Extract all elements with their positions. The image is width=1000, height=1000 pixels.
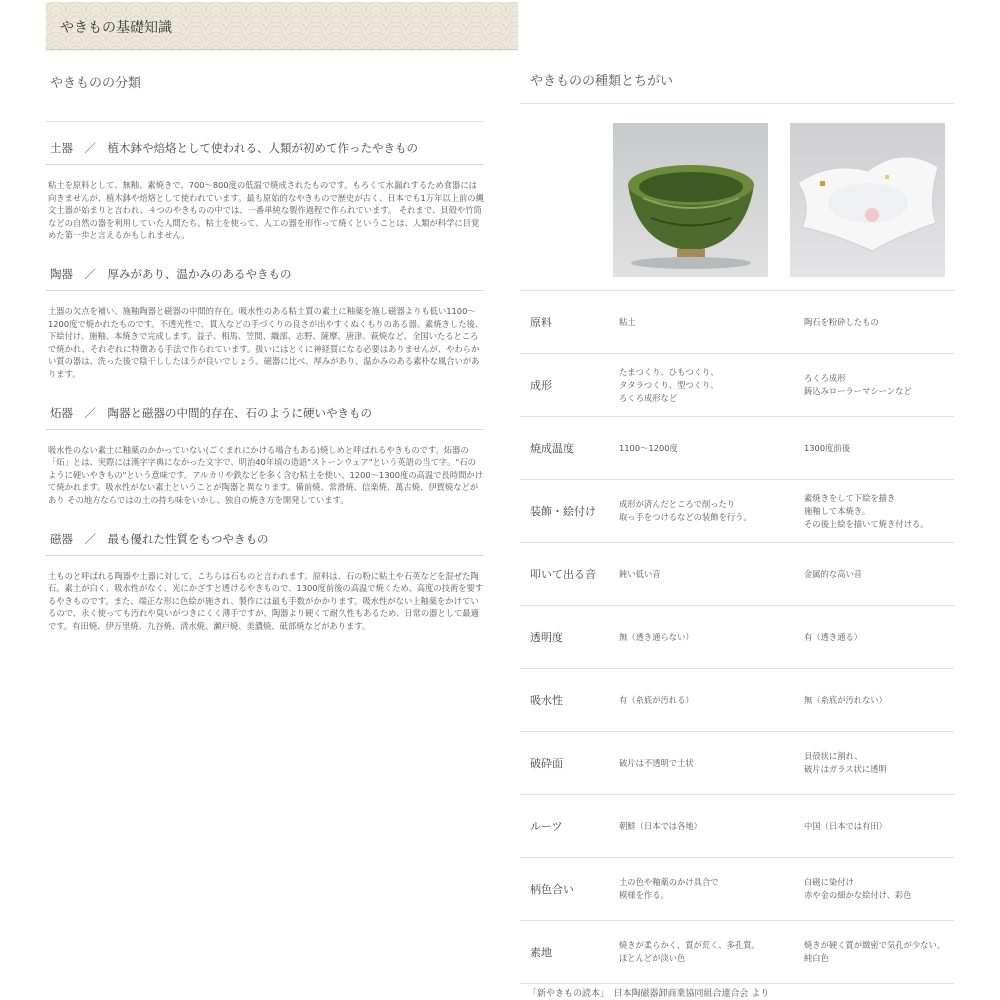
section-heading: 土器 ／ 植木鉢や焙烙として使われる、人類が初めて作ったやきもの <box>50 141 418 155</box>
row-label: 素地 <box>520 921 611 984</box>
porcelain-value: 金属的な高い音 <box>798 543 954 606</box>
porcelain-plate-photo <box>790 123 945 277</box>
row-label: 原料 <box>520 291 611 354</box>
table-row <box>520 354 954 417</box>
porcelain-value: 素焼きをして下絵を描き 施釉して本焼き。 その後上絵を描いて焼き付ける。 <box>798 480 954 543</box>
porcelain-value: 有（透き通る） <box>798 606 954 669</box>
section-heading: 陶器 ／ 厚みがあり、温かみのあるやきもの <box>50 266 292 281</box>
section-body: 土ものと呼ばれる陶器や土器に対して、こちらは石ものと言われます。原料は、石の粉に粘土や石英などを混ぜた陶石。素土が白く、吸水性がなく、光にかざすと透けるやきもので、1300度前後の高温で焼くため、高度の技術を要するやきものです。また、端正な形に色絵が施され、製作には最も手数がかかります。吸水性がない上釉薬をかけているので、永く使っても汚れや臭いがつきにくく薄手ですが、陶器より硬くて耐久性もあるため、日常の器として最適です。有田焼、伊万里焼、九谷焼、清水焼、瀬戸焼、美濃焼、砥部焼などがあります。 <box>48 570 484 631</box>
section-touki <box>46 266 484 381</box>
row-label: 成形 <box>520 354 611 417</box>
comparison-title: やきものの種類とちがい <box>530 74 674 89</box>
table-row <box>520 291 954 354</box>
section-body: 粘土を原料として、無釉、素焼きで、700〜800度の低温で焼成されたものです。もろくて水漏れするため食器には向きませんが、植木鉢や焙烙として使われています。最も原始的なやきもので歴史が古く、日本でも1万年以上前の縄文土器が始まりと言われ、４つのやきものの中では、一番単純な製作過程で作られています。 それまで、貝殻や竹筒などの自然の器を利用していた人間たち。粘土を使って、人工の器を形作って焼くということは、人類が科学に目覚めた第一歩と言えるかもしれません。 <box>48 180 484 241</box>
row-label: 透明度 <box>520 606 611 669</box>
pottery-value: 無（透き通らない） <box>611 606 798 669</box>
pottery-value: 鈍い低い音 <box>611 543 798 606</box>
source-citation: 「新やきもの読本」 日本陶磁器卸商業協同組合連合会 より <box>528 989 770 999</box>
table-row <box>520 921 954 984</box>
row-label: 柄色合い <box>520 858 611 921</box>
classification-title: やきものの分類 <box>50 76 142 91</box>
section-sekki <box>46 405 484 507</box>
pottery-value: たまつくり、ひもつくり、 タタラつくり、型つくり、 ろくろ成形など <box>611 354 798 417</box>
pottery-value: 1100〜1200度 <box>611 417 798 480</box>
header-banner <box>46 2 518 50</box>
pottery-value: 土の色や釉薬のかけ具合で 模様を作る。 <box>611 858 798 921</box>
page-title: やきもの基礎知識 <box>60 20 172 36</box>
divider <box>46 290 484 291</box>
section-body: 吸水性のない素土に釉薬のかかっていない(ごくまれにかける場合もある)焼しめと呼ばれるやきものです。炻器の「炻」とは、実際には漢字字典になかった文字で、明治40年頃の造語"ストーンウェア"という英語の当て字。"石のように硬いやきもの"という意味です。アルカリや鉄などを多く含む粘土を使い、1200〜1300度の高温で長時間かけて焼かれます。吸水性がない素土ということが陶器と異なります。備前焼、常滑焼、信楽焼、萬古焼、伊賀焼などがあり その地方ならではの土の持ち味をいかし、独自の焼き方を開発しています。 <box>48 444 484 505</box>
row-label: ルーツ <box>520 795 611 858</box>
section-body: 土器の欠点を補い、施釉陶器と磁器の中間的存在。吸水性のある粘土質の素土に釉薬を施し磁器よりも低い1100〜1200度で焼かれたものです。不透光性で、貫入などの手づくりの良さが出やすくぬくもりのある器。素焼きした後、下絵付け、施釉、本焼きで完成します。益子、相馬、笠間、織部、志野、薩摩、唐津、萩焼など、全国いたるところで焼かれ、それぞれに特徴ある手法で作られています。扱いにはとくに神経質になる必要はありませんが、やわらかい質の器は、洗った後で陰干ししたほうが良いでしょう。磁器に比べ、厚みがあり、温かみのある素朴な風合いがあります。 <box>48 305 484 379</box>
pottery-value: 破片は不透明で土状 <box>611 732 798 795</box>
pottery-bowl-photo <box>613 123 768 277</box>
photo-row <box>520 123 954 281</box>
section-heading: 磁器 ／ 最も優れた性質をもつやきもの <box>50 531 269 546</box>
pottery-value: 朝鮮（日本では各地） <box>611 795 798 858</box>
classification-column <box>46 60 484 632</box>
divider <box>520 103 954 104</box>
row-label: 破砕面 <box>520 732 611 795</box>
divider <box>46 121 484 122</box>
row-label: 叩いて出る音 <box>520 543 611 606</box>
table-row <box>520 480 954 543</box>
table-row <box>520 543 954 606</box>
pottery-value: 成形が済んだところで削ったり 取っ手をつけるなどの装飾を行う。 <box>611 480 798 543</box>
porcelain-value: 貝殻状に割れ、 破片はガラス状に透明 <box>798 732 954 795</box>
porcelain-value: 白磁に染付け 赤や金の細かな絵付け、彩色 <box>798 858 954 921</box>
comparison-column <box>520 60 954 963</box>
row-label: 焼成温度 <box>520 417 611 480</box>
section-heading: 炻器 ／ 陶器と磁器の中間的存在、石のように硬いやきもの <box>50 405 372 420</box>
porcelain-value: 無（糸底が汚れない） <box>798 669 954 732</box>
divider <box>46 555 484 556</box>
table-row <box>520 669 954 732</box>
comparison-table <box>520 290 954 984</box>
table-row <box>520 858 954 921</box>
porcelain-value: 中国（日本では有田） <box>798 795 954 858</box>
porcelain-value: 1300度前後 <box>798 417 954 480</box>
porcelain-value: 陶石を粉砕したもの <box>798 291 954 354</box>
section-doki <box>46 140 484 242</box>
divider <box>46 164 484 165</box>
section-jiki <box>46 531 484 633</box>
pottery-value: 粘土 <box>611 291 798 354</box>
table-row <box>520 795 954 858</box>
pottery-value: 有（糸底が汚れる） <box>611 669 798 732</box>
table-row <box>520 732 954 795</box>
table-row <box>520 606 954 669</box>
row-label: 吸水性 <box>520 669 611 732</box>
porcelain-value: 焼きが硬く質が緻密で気孔が少ない。 純白色 <box>798 921 954 984</box>
table-row <box>520 417 954 480</box>
divider <box>46 429 484 430</box>
row-label: 装飾・絵付け <box>520 480 611 543</box>
pottery-value: 焼きが柔らかく、質が荒く、多孔質。 ほとんどが淡い色 <box>611 921 798 984</box>
porcelain-value: ろくろ成形 鋳込みローラーマシーンなど <box>798 354 954 417</box>
